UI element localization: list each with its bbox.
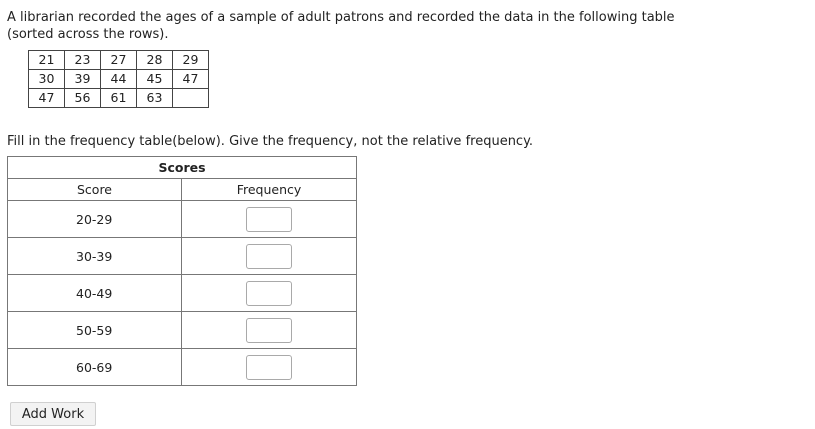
score-range: 30-39	[8, 238, 182, 275]
data-cell: 45	[137, 70, 173, 89]
table-row	[29, 70, 209, 89]
frequency-table-container	[7, 156, 357, 386]
data-cell: 29	[173, 51, 209, 70]
column-header-frequency: Frequency	[182, 179, 357, 201]
data-cell: 27	[101, 51, 137, 70]
score-range: 50-59	[8, 312, 182, 349]
table-row	[8, 201, 357, 238]
table-row	[29, 89, 209, 108]
data-cell: 28	[137, 51, 173, 70]
data-cell: 56	[65, 89, 101, 108]
table-row	[8, 238, 357, 275]
ages-data-table	[28, 50, 209, 108]
frequency-input[interactable]	[246, 207, 292, 232]
instruction-text: Fill in the frequency table(below). Give the frequency, not the relative frequency.	[7, 134, 534, 149]
data-cell: 44	[101, 70, 137, 89]
column-header-score: Score	[8, 179, 182, 201]
table-row	[8, 349, 357, 386]
data-cell: 23	[65, 51, 101, 70]
frequency-input[interactable]	[246, 244, 292, 269]
question-intro: A librarian recorded the ages of a sample of adult patrons and recorded the data in the following table (sorted across the rows).	[7, 10, 675, 42]
data-cell: 47	[29, 89, 65, 108]
table-row	[8, 275, 357, 312]
score-range: 60-69	[8, 349, 182, 386]
data-cell: 39	[65, 70, 101, 89]
frequency-table-caption: Scores	[7, 156, 357, 178]
score-range: 20-29	[8, 201, 182, 238]
frequency-table	[7, 156, 357, 386]
data-cell: 21	[29, 51, 65, 70]
data-cell	[173, 89, 209, 108]
data-cell: 63	[137, 89, 173, 108]
data-cell: 30	[29, 70, 65, 89]
add-work-button[interactable]: Add Work	[10, 402, 96, 426]
data-cell: 61	[101, 89, 137, 108]
table-row	[29, 51, 209, 70]
table-row	[8, 312, 357, 349]
data-cell: 47	[173, 70, 209, 89]
frequency-input[interactable]	[246, 318, 292, 343]
frequency-input[interactable]	[246, 281, 292, 306]
header-row	[8, 179, 357, 201]
frequency-input[interactable]	[246, 355, 292, 380]
score-range: 40-49	[8, 275, 182, 312]
